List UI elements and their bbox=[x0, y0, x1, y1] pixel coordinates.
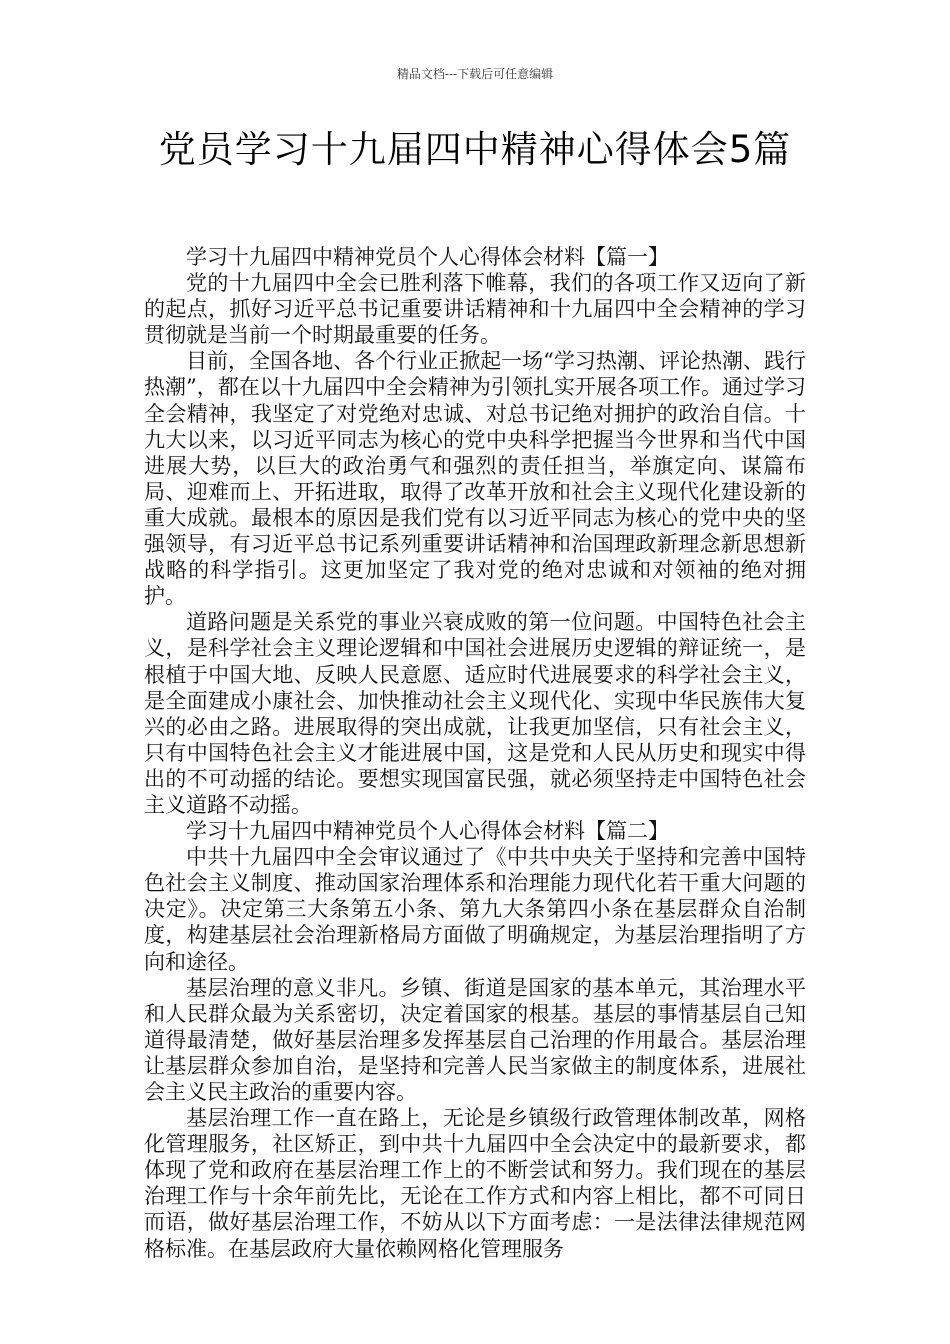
paragraph: 党的十九届四中全会已胜利落下帷幕，我们的各项工作又迈向了新的起点，抓好习近平总书记重要讲话精神和十九届四中全会精神的学习贯彻就是当前一个时期最重要的任务。 bbox=[144, 271, 806, 348]
document-title: 党员学习十九届四中精神心得体会5篇 bbox=[158, 128, 792, 171]
paragraph: 基层治理工作一直在路上，无论是乡镇级行政管理体制改革，网格化管理服务，社区矫正，到中共十九届四中全会决定中的最新要求，都体现了党和政府在基层治理工作上的不断尝试和努力。我们现在的基层治理工作与十余年前先比，无论在工作方式和内容上相比，都不可同日而语，做好基层治理工作，不妨从以下方面考虑：一是法律法律规范网格标准。在基层政府大量依赖网格化管理服务 bbox=[144, 1106, 806, 1261]
section-heading-2: 学习十九届四中精神党员个人心得体会材料【篇二】 bbox=[186, 819, 669, 844]
section-heading-1: 学习十九届四中精神党员个人心得体会材料【篇一】 bbox=[186, 245, 669, 269]
paragraph: 中共十九届四中全会审议通过了《中共中央关于坚持和完善中国特色社会主义制度、推动国家治理体系和治理能力现代化若干重大问题的决定》。决定第三大条第五小条、第九大条第四小条在基层群众自治制度，构建基层社会治理新格局方面做了明确规定，为基层治理指明了方向和途径。 bbox=[144, 845, 806, 974]
document-body bbox=[144, 244, 806, 1262]
paragraph: 目前，全国各地、各个行业正掀起一场“学习热潮、评论热潮、践行热潮”，都在以十九届四中全会精神为引领扎实开展各项工作。通过学习全会精神，我坚定了对党绝对忠诚、对总书记绝对拥护的政治自信。十九大以来，以习近平同志为核心的党中央科学把握当今世界和当代中国进展大势，以巨大的政治勇气和强烈的责任担当，举旗定向、谋篇布局、迎难而上、开拓进取，取得了改革开放和社会主义现代化建设新的重大成就。最根本的原因是我们党有以习近平同志为核心的党中央的坚强领导，有习近平总书记系列重要讲话精神和治国理政新理念新思想新战略的科学指引。这更加坚定了我对党的绝对忠诚和对领袖的绝对拥护。 bbox=[144, 349, 806, 609]
paragraph: 道路问题是关系党的事业兴衰成败的第一位问题。中国特色社会主义，是科学社会主义理论逻辑和中国社会进展历史逻辑的辩证统一，是根植于中国大地、反映人民意愿、适应时代进展要求的科学社会主义，是全面建成小康社会、加快推动社会主义现代化、实现中华民族伟大复兴的必由之路。进展取得的突出成就，让我更加坚信，只有社会主义，只有中国特色社会主义才能进展中国，这是党和人民从历史和现实中得出的不可动摇的结论。要想实现国富民强，就必须坚持走中国特色社会主义道路不动摇。 bbox=[144, 610, 806, 817]
header-note: 精品文档---下载后可任意编辑 bbox=[396, 67, 554, 81]
paragraph: 基层治理的意义非凡。乡镇、街道是国家的基本单元，其治理水平和人民群众最为关系密切，决定着国家的根基。基层的事情基层自己知道得最清楚，做好基层治理多发挥基层自己治理的作用最合。基层治理让基层群众参加自治，是坚持和完善人民当家做主的制度体系，进展社会主义民主政治的重要内容。 bbox=[144, 975, 806, 1104]
